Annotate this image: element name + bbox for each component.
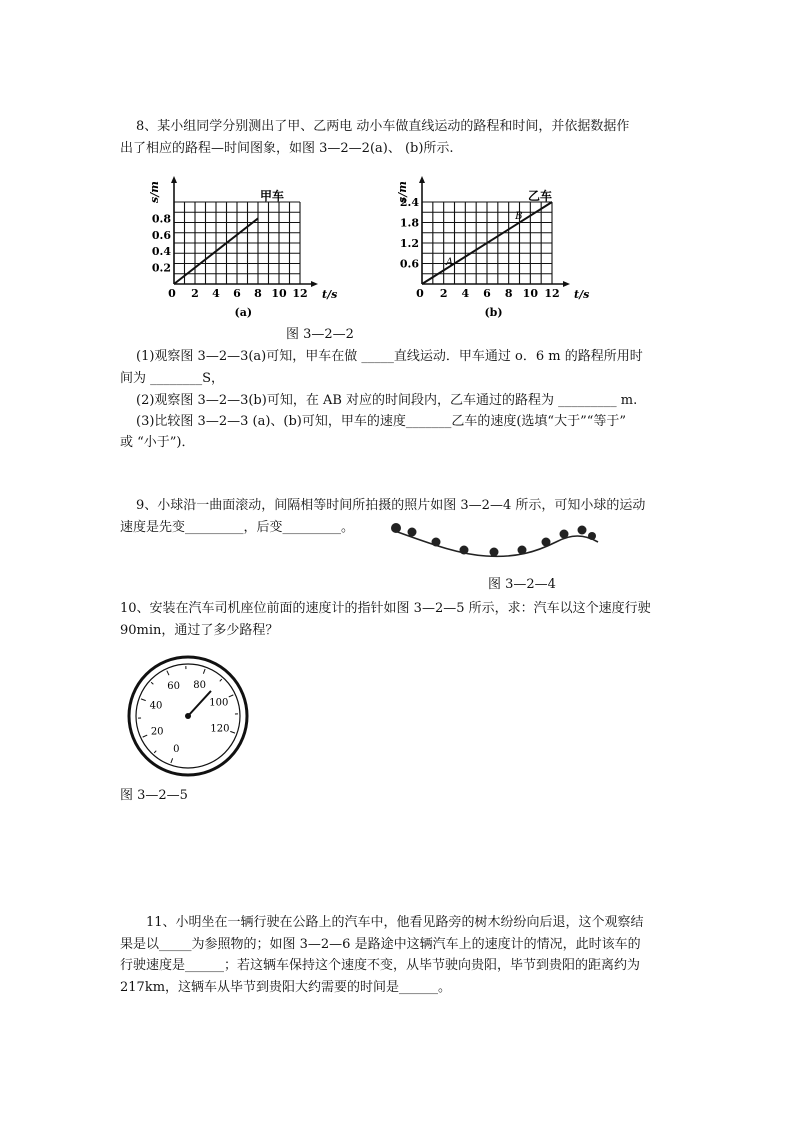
ball-image-4 — [460, 546, 469, 555]
q11-line-3: 行驶速度是______；若这辆车保持这个速度不变，从毕节驶向贵阳，毕节到贵阳的距离约为 — [120, 958, 641, 973]
car-label: 乙车 — [528, 189, 553, 203]
dial-label: 100 — [209, 697, 229, 709]
dial-label: 60 — [167, 681, 180, 693]
q8-part-3-line-1: (3)比较图 3—2—3 (a)、(b)可知，甲车的速度_______乙车的速度(选填“大于”“等于” — [136, 414, 627, 429]
q8-line-2: 出了相应的路程—时间图象，如图 3—2—2(a)、 (b)所示. — [120, 141, 454, 156]
q8-line-1: 8、某小组同学分别测出了甲、乙两电 动小车做直线运动的路程和时间，并依据数据作 — [136, 119, 630, 134]
q11-line-2: 果是以_____为参照物的；如图 3—2—6 是路途中这辆汽车上的速度计的情况，此时该车的 — [120, 937, 641, 952]
dial-label: 40 — [149, 700, 163, 712]
y-axis-label: s/m — [396, 181, 409, 203]
speedometer — [126, 654, 250, 778]
q10-line-1: 10、安装在汽车司机座位前面的速度计的指针如图 3—2—5 所示，求：汽车以这个速度行驶 — [120, 601, 651, 616]
x-tick-label: 12 — [292, 287, 308, 300]
q9-line-2: 速度是先变_________，后变_________。 — [120, 520, 355, 535]
ball-image-1 — [391, 523, 401, 533]
q9-line-1: 9、小球沿一曲面滚动，间隔相等时间所拍摄的照片如图 3—2—4 所示，可知小球的运动 — [136, 498, 646, 513]
ball-image-3 — [432, 538, 441, 547]
q11-line-4: 217km，这辆车从毕节到贵阳大约需要的时间是______。 — [120, 980, 452, 995]
x-axis-label: t/s — [322, 288, 338, 301]
y-tick-label: 0.2 — [151, 261, 171, 275]
dial-label: 0 — [173, 743, 180, 755]
needle-hub — [185, 713, 191, 719]
dial-label: 80 — [193, 680, 206, 692]
graph-b — [386, 162, 596, 324]
x-tick-label: 4 — [461, 287, 470, 300]
graph-tag: (b) — [484, 306, 503, 319]
ball-trajectory-figure — [386, 512, 606, 572]
x-tick-label: 10 — [522, 287, 538, 300]
x-axis-arrow — [563, 281, 570, 287]
ball-image-2 — [408, 528, 417, 537]
q11-line-1: 11、小明坐在一辆行驶在公路上的汽车中，他看见路旁的树木纷纷向后退，这个观察结 — [146, 915, 644, 930]
ball-image-8 — [560, 530, 569, 539]
y-tick-label: 1.8 — [399, 216, 419, 230]
car-label: 甲车 — [260, 189, 285, 203]
q8-part-1-line-2: 间为 ________S， — [120, 371, 225, 386]
x-tick-label: 8 — [504, 287, 513, 300]
x-tick-label: 10 — [271, 287, 287, 300]
ball-image-10 — [588, 532, 596, 540]
ball-image-9 — [578, 526, 587, 535]
y-axis-arrow — [419, 176, 425, 183]
graph-tag: (a) — [234, 306, 253, 319]
ball-image-5 — [490, 548, 499, 557]
x-axis-label: t/s — [574, 288, 590, 301]
x-tick-label: 8 — [254, 287, 262, 300]
x-tick-label: 6 — [233, 287, 241, 300]
origin-label: 0 — [168, 287, 176, 300]
ball-image-6 — [518, 546, 527, 555]
dial-label: 120 — [210, 723, 230, 735]
q8-part-2: (2)观察图 3—2—3(b)可知，在 AB 对应的时间段内，乙车通过的路程为 _________ m. — [136, 393, 638, 408]
dial-label: 20 — [150, 726, 164, 738]
y-tick-label: 0.4 — [151, 245, 171, 259]
point-a-label: A — [445, 256, 454, 268]
point-b-label: B — [515, 210, 523, 222]
q8-part-3-line-2: 或 “小于”)． — [120, 435, 195, 450]
x-tick-label: 2 — [191, 287, 199, 300]
x-tick-label: 6 — [483, 287, 491, 300]
y-axis-label: s/m — [148, 181, 161, 203]
graph-a — [138, 162, 338, 324]
x-axis-arrow — [311, 281, 318, 287]
y-tick-label: 0.6 — [151, 228, 171, 242]
figure-caption-3-2-4: 图 3—2—4 — [488, 577, 556, 592]
ball-image-7 — [542, 538, 551, 547]
y-tick-label: 0.8 — [151, 212, 171, 226]
y-tick-label: 0.6 — [399, 257, 419, 271]
figure-caption-3-2-2: 图 3—2—2 — [286, 327, 354, 342]
x-tick-label: 2 — [439, 287, 448, 300]
q8-part-1-line-1: (1)观察图 3—2—3(a)可知，甲车在做 _____直线运动．甲车通过 o．6 m 的路程所用时 — [136, 349, 643, 364]
x-tick-label: 12 — [544, 287, 560, 300]
origin-label: 0 — [416, 287, 424, 300]
y-tick-label: 1.2 — [399, 237, 419, 250]
figure-caption-3-2-5: 图 3—2—5 — [120, 788, 188, 803]
q10-line-2: 90min，通过了多少路程？ — [120, 623, 279, 638]
y-tick-label: 2.4 — [399, 196, 419, 209]
x-tick-label: 4 — [212, 287, 220, 300]
y-axis-arrow — [171, 176, 177, 183]
